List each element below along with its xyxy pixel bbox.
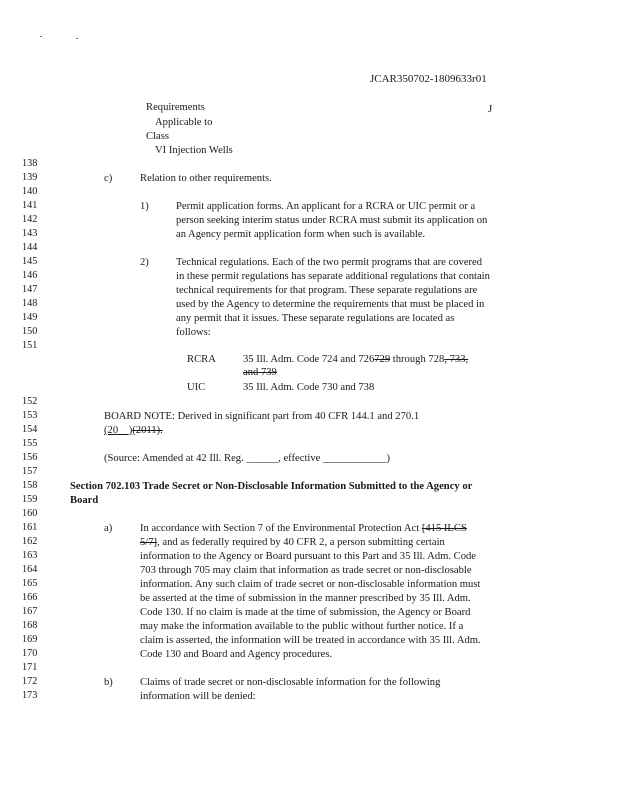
item-2-label: 2): [140, 257, 149, 268]
subsection-a-line: information to the Agency or Board pursuant to this Part and 35 Ill. Adm. Code: [140, 551, 477, 562]
line-number: 167: [22, 606, 38, 617]
line-number: 150: [22, 326, 38, 337]
board-note-year-deleted: (2011).: [132, 425, 163, 436]
line-number: 164: [22, 564, 38, 575]
scan-speck: [40, 36, 42, 37]
item-2-line: technical requirements for that program. These separate regulations are: [176, 285, 478, 296]
section-heading-line-1: Requirements: [146, 102, 205, 113]
subsection-a-line: information. Any such claim of trade secret or non-disclosable information must: [140, 579, 481, 590]
item-2-line: Technical regulations. Each of the two permit programs that are covered: [176, 257, 483, 268]
line-number: 171: [22, 662, 38, 673]
rcra-code-range: through 728: [390, 354, 445, 365]
subsection-c-title: Relation to other requirements.: [140, 173, 272, 184]
subsection-b-label: b): [104, 677, 113, 688]
line-number: 142: [22, 214, 38, 225]
rcra-code-deleted: , 733,: [444, 354, 469, 365]
rcra-code-text: 35 Ill. Adm. Code 724 and 726: [243, 354, 375, 365]
subsection-a-line: claim is asserted, the information will be treated in accordance with 35 Ill. Adm.: [140, 635, 481, 646]
section-heading-line-2: Applicable to: [155, 117, 213, 128]
item-2-line: in these permit regulations has separate additional regulations that contain: [176, 271, 490, 282]
item-1-line: Permit application forms. An applicant for a RCRA or UIC permit or a: [176, 201, 476, 212]
item-2-line: follows:: [176, 327, 211, 338]
rcra-code-deleted: 729: [374, 354, 391, 365]
subsection-a-line: [140, 522, 467, 535]
scan-speck: [76, 38, 78, 39]
source-note: (Source: Amended at 42 Ill. Reg. ______, effective ____________): [104, 453, 391, 464]
line-number: 152: [22, 396, 38, 407]
section-heading-line-3: Class: [146, 131, 169, 142]
line-number: 162: [22, 536, 38, 547]
line-number: 156: [22, 452, 38, 463]
subsection-a-line: may make the information available to the public without further notice. If a: [140, 621, 464, 632]
rcra-code-deleted-line: and 739: [243, 367, 277, 378]
line-number: 146: [22, 270, 38, 281]
subsection-a-line: [140, 536, 445, 549]
line-number: 170: [22, 648, 38, 659]
line-number: 147: [22, 284, 38, 295]
subsection-a-line: Code 130 and Board and Agency procedures.: [140, 649, 333, 660]
item-1-line: an Agency permit application form when such is available.: [176, 229, 426, 240]
line-number: 160: [22, 508, 38, 519]
section-702-103-title-cont: Board: [70, 495, 99, 506]
line-number: 138: [22, 158, 38, 169]
subsection-a-deleted: [415 ILCS: [421, 523, 467, 534]
subsection-a-deleted: 5/7]: [140, 537, 158, 548]
line-number: 165: [22, 578, 38, 589]
table-code-uic: 35 Ill. Adm. Code 730 and 738: [243, 382, 375, 393]
line-number: 158: [22, 480, 38, 491]
subsection-b-line: information will be denied:: [140, 691, 256, 702]
line-number: 143: [22, 228, 38, 239]
item-2-line: any permit that it issues. These separate regulations are located as: [176, 313, 455, 324]
line-number: 173: [22, 690, 38, 701]
document-id: JCAR350702-1809633r01: [370, 73, 487, 85]
line-number: 149: [22, 312, 38, 323]
table-code-rcra: [243, 353, 468, 366]
item-1-line: person seeking interim status under RCRA must submit its application on: [176, 215, 488, 226]
line-number: 145: [22, 256, 38, 267]
subsection-b-line: Claims of trade secret or non-disclosable information for the following: [140, 677, 441, 688]
subsection-c-label: c): [104, 173, 113, 184]
line-number: 166: [22, 592, 38, 603]
line-number: 139: [22, 172, 38, 183]
line-number: 151: [22, 340, 38, 351]
line-number: 155: [22, 438, 38, 449]
line-number: 157: [22, 466, 38, 477]
subsection-a-text: , and as federally required by 40 CFR 2, a person submitting certain: [157, 537, 445, 548]
table-program-rcra: RCRA: [187, 354, 216, 365]
line-number: 163: [22, 550, 38, 561]
line-number: 148: [22, 298, 38, 309]
line-number: 153: [22, 410, 38, 421]
board-note-line-2: [104, 424, 163, 437]
line-number: 144: [22, 242, 38, 253]
subsection-a-line: 703 through 705 may claim that information as trade secret or non-disclosable: [140, 565, 472, 576]
table-program-uic: UIC: [187, 382, 206, 393]
line-number: 154: [22, 424, 38, 435]
margin-mark: J: [488, 103, 493, 115]
subsection-a-label: a): [104, 523, 113, 534]
board-note-year-added: (20__): [104, 425, 133, 436]
subsection-a-line: Code 130. If no claim is made at the time of submission, the Agency or Board: [140, 607, 471, 618]
line-number: 141: [22, 200, 38, 211]
subsection-a-text: In accordance with Section 7 of the Environmental Protection Act: [140, 523, 422, 534]
subsection-a-line: be asserted at the time of submission in the manner prescribed by 35 Ill. Adm.: [140, 593, 471, 604]
line-number: 172: [22, 676, 38, 687]
item-2-line: used by the Agency to determine the requirements that must be placed in: [176, 299, 485, 310]
line-number: 140: [22, 186, 38, 197]
board-note-line-1: BOARD NOTE: Derived in significant part from 40 CFR 144.1 and 270.1: [104, 411, 420, 422]
section-702-103-title: Section 702.103 Trade Secret or Non-Disclosable Information Submitted to the Agency or: [70, 481, 473, 492]
line-number: 161: [22, 522, 38, 533]
section-heading-line-4: VI Injection Wells: [155, 145, 233, 156]
line-number: 168: [22, 620, 38, 631]
item-1-label: 1): [140, 201, 149, 212]
line-number: 159: [22, 494, 38, 505]
line-number: 169: [22, 634, 38, 645]
